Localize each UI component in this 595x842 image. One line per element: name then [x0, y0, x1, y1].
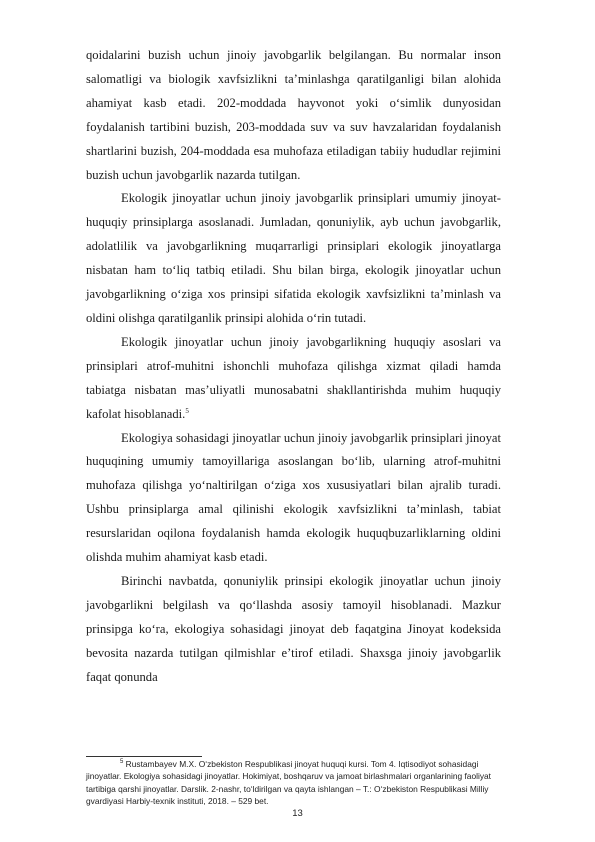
paragraph-1: [86, 44, 501, 187]
footnote: [86, 758, 506, 808]
footnote-mark: 5: [120, 759, 124, 766]
page-number: 13: [292, 808, 303, 819]
paragraph-2: [86, 187, 501, 330]
paragraph-4: [86, 427, 501, 570]
paragraph-text: Ekologik jinoyatlar uchun jinoiy javobgarlikning huquqiy asoslari va prinsiplari atrof-muhitni ishonchli muhofaza qilishga xizmat qiladi hamda tabiatga nisbatan mas’uliyatli munosabatni shakllantirishda muhim huquqiy kafolat hisoblanadi.: [86, 334, 501, 421]
paragraph-5: [86, 570, 501, 690]
paragraph-text: Ekologiya sohasidagi jinoyatlar uchun jinoiy javobgarlik prinsiplari jinoyat huquqining umumiy tamoyillariga asoslangan bo‘lib, ularning atrof-muhitni muhofaza qilishga yo‘naltirilgan o‘ziga xos xususiyatlari bilan ajralib turadi. Ushbu prinsiplarga amal qilinishi ekologik xavfsizlikni ta’minlash, tabiat resurslaridan oqilona foydalanish hamda ekologik huquqbuzarliklarning oldini olishda muhim ahamiyat kasb etadi.: [86, 430, 501, 565]
footnote-divider: [86, 756, 202, 757]
paragraph-text: qoidalarini buzish uchun jinoiy javobgarlik belgilangan. Bu normalar inson salomatligi va biologik xavfsizlikni ta’minlashga qaratilganligi bilan alohida ahamiyat kasb etadi. 202-moddada hayvonot yoki o‘simlik dunyosidan foydalanish tartibini buzish, 203-moddada suv va suv havzalaridan foydalanish shartlarini buzish, 204-moddada esa muhofaza etiladigan tabiiy hududlar rejimini buzish uchun javobgarlik nazarda tutilgan.: [86, 48, 501, 182]
footnote-ref[interactable]: 5: [185, 406, 189, 415]
paragraph-text: Birinchi navbatda, qonuniylik prinsipi ekologik jinoyatlar uchun jinoiy javobgarlikni belgilash va qo‘llashda asosiy tamoyil hisoblanadi. Mazkur prinsipga ko‘ra, ekologiya sohasidagi jinoyat deb faqatgina Jinoyat kodeksida bevosita nazarda tutilgan qilmishlar e’tirof etiladi. Shaxsga jinoiy javobgarlik faqat qonunda: [86, 573, 501, 684]
footnote-text: Rustambayev M.X. O‘zbekiston Respublikasi jinoyat huquqi kursi. Tom 4. Iqtisodiyot sohasidagi jinoyatlar. Ekologiya sohasidagi jinoyatlar. Hokimiyat, boshqaruv va jamoat birlashmalari organlarining faoliyat tartibiga qarshi jinoyatlar. Darslik. 2-nashr, to‘ldirilgan va qayta ishlangan – T.: O‘zbekiston Respublikasi Milliy gvardiyasi Harbiy-texnik instituti, 2018. – 529 bet.: [86, 759, 491, 807]
page-body: [86, 44, 501, 689]
paragraph-text: Ekologik jinoyatlar uchun jinoiy javobgarlik prinsiplari umumiy jinoyat-huquqiy prinsiplarga asoslanadi. Jumladan, qonuniylik, ayb uchun javobgarlik, adolatlilik va javobgarlikning muqarrarligi prinsiplari ekologik jinoyatlarga nisbatan ham to‘liq tatbiq etiladi. Shu bilan birga, ekologik jinoyatlar uchun javobgarlikning o‘ziga xos prinsipi sifatida ekologik xavfsizlikni ta’minlash va oldini olishga qaratilganlik prinsipi alohida o‘rin tutadi.: [86, 191, 501, 325]
paragraph-3: [86, 331, 501, 427]
